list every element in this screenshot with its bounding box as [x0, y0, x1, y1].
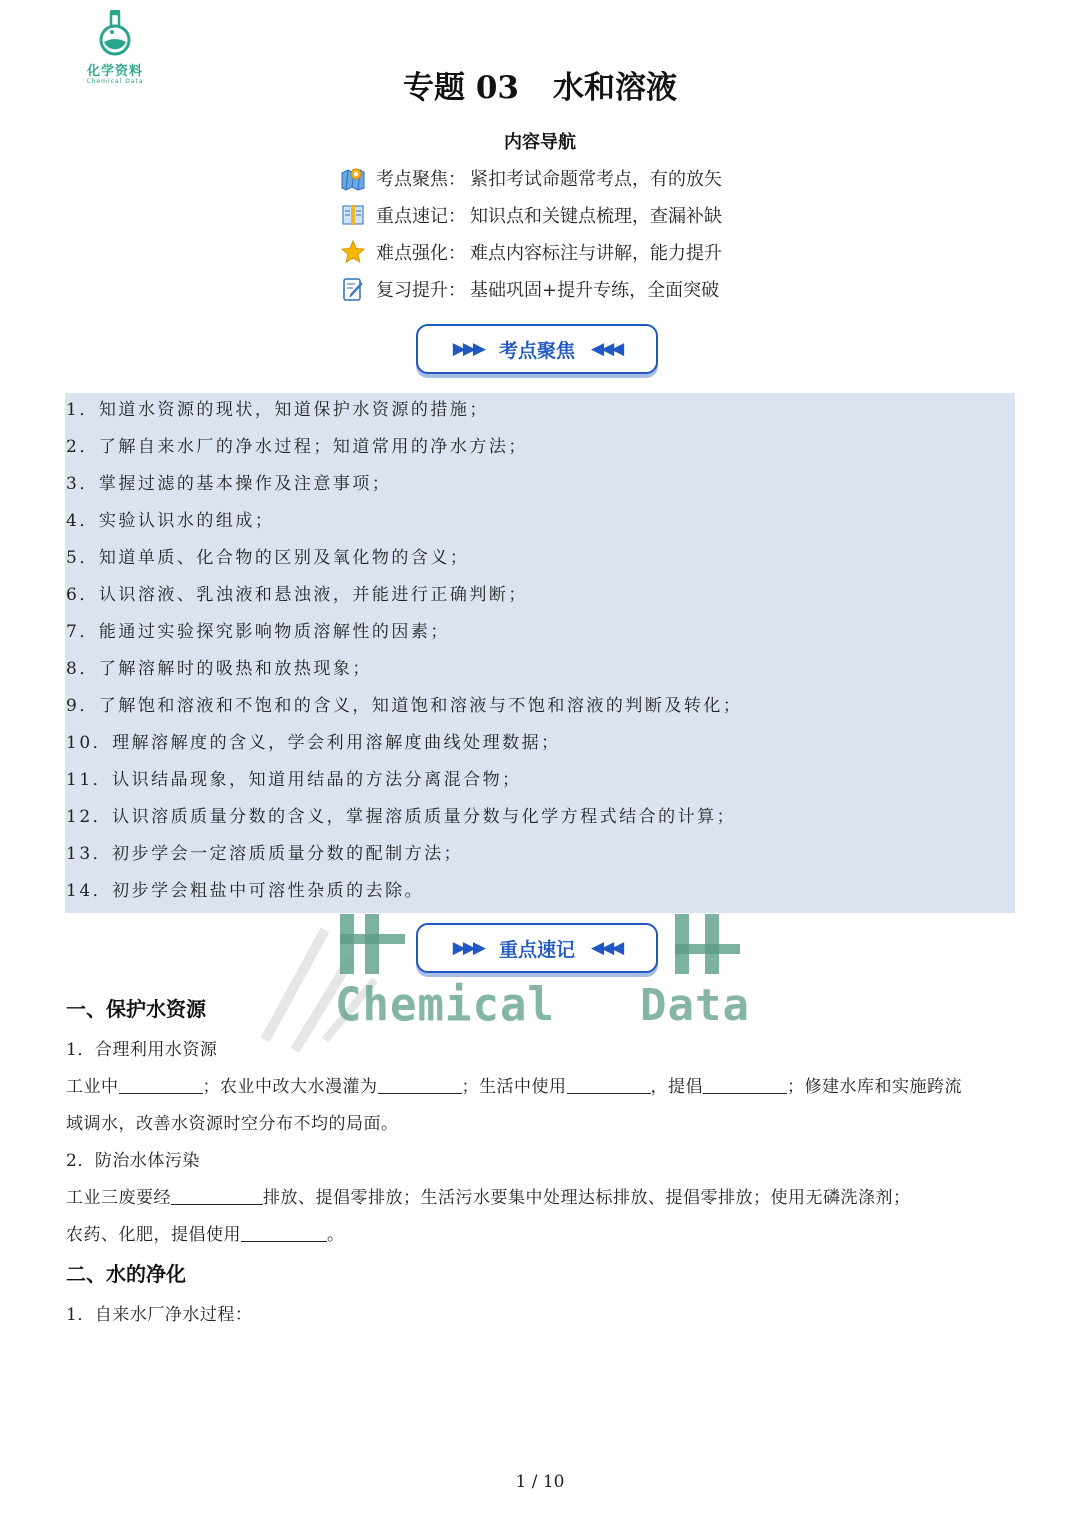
subsection-heading: 1．合理利用水资源: [66, 1040, 218, 1060]
answer-blank[interactable]: [241, 1223, 327, 1242]
logo-text: 化学资料: [86, 64, 143, 79]
objective-item: 7．能通过实验探究影响物质溶解性的因素；: [66, 622, 450, 642]
subsection-heading: 2．防治水体污染: [66, 1151, 200, 1171]
nav-label: 难点强化：: [376, 243, 466, 264]
text-fragment: ，提倡: [650, 1077, 703, 1097]
nav-label: 考点聚焦：: [376, 169, 466, 190]
text-fragment: 排放、提倡零排放；生活污水要集中处理达标排放、提倡零排放；使用无磷洗涤剂；: [263, 1188, 911, 1208]
objective-item: 2．了解自来水厂的净水过程；知道常用的净水方法；: [66, 437, 528, 457]
nav-text: 基础巩固+提升专练，全面突破: [470, 280, 720, 301]
fill-in-paragraph: [66, 1220, 345, 1245]
logo-subtext: Chemical Data: [86, 78, 144, 85]
banner-notes: [416, 923, 658, 973]
title-prefix: 专题 03: [403, 70, 519, 106]
text-fragment: 工业中: [66, 1077, 119, 1097]
objective-item: 12．认识溶质质量分数的含义，掌握溶质质量分数与化学方程式结合的计算；: [66, 807, 737, 827]
objective-item: 14．初步学会粗盐中可溶性杂质的去除。: [66, 881, 425, 901]
fill-in-paragraph: [66, 1072, 962, 1097]
text-fragment: ；生活中使用: [461, 1077, 567, 1097]
nav-heading: 内容导航: [504, 132, 576, 153]
objective-item: 11．认识结晶现象，知道用结晶的方法分离混合物；: [66, 770, 522, 790]
text-fragment: 工业三废要经: [66, 1188, 171, 1208]
answer-blank[interactable]: [703, 1075, 787, 1094]
text-fragment: ；农业中改大水漫灌为: [202, 1077, 378, 1097]
paragraph-line: 域调水，改善水资源时空分布不均的局面。: [66, 1114, 399, 1134]
text-fragment: ；修建水库和实施跨流: [787, 1077, 962, 1097]
objective-item: 9．了解饱和溶液和不饱和的含义，知道饱和溶液与不饱和溶液的判断及转化；: [66, 696, 743, 716]
text-fragment: 农药、化肥，提倡使用: [66, 1225, 241, 1245]
banner-label: 重点速记: [498, 938, 575, 961]
answer-blank[interactable]: [119, 1075, 203, 1094]
nav-label: 重点速记：: [376, 206, 466, 227]
section-heading: 二、水的净化: [66, 1262, 186, 1286]
nav-text: 难点内容标注与讲解，能力提升: [470, 243, 722, 264]
nav-text: 紧扣考试命题常考点，有的放矢: [470, 169, 722, 190]
nav-item-difficult: [340, 238, 722, 266]
fill-in-paragraph: [66, 1183, 911, 1208]
banner-focus: [416, 324, 658, 374]
objective-item: 5．知道单质、化合物的区别及氧化物的含义；: [66, 548, 470, 568]
section-heading: 一、保护水资源: [66, 997, 206, 1021]
page-number: 1 / 10: [515, 1472, 565, 1492]
nav-item-focus: [340, 164, 722, 192]
objective-item: 4．实验认识水的组成；: [66, 511, 275, 531]
book-icon: [340, 202, 366, 228]
nav-item-notes: [340, 201, 722, 229]
objective-item: 3．掌握过滤的基本操作及注意事项；: [66, 474, 392, 494]
answer-blank[interactable]: [567, 1075, 651, 1094]
banner-label: 考点聚焦: [498, 339, 575, 362]
watermark-text-right: Data: [640, 980, 750, 1031]
nav-label: 复习提升：: [376, 280, 466, 301]
page-title: [0, 62, 1080, 107]
nav-text: 知识点和关键点梳理，查漏补缺: [470, 206, 722, 227]
triangle-left-icon: ◀◀◀: [591, 938, 622, 958]
triangle-right-icon: ▶▶▶: [452, 339, 483, 359]
answer-blank[interactable]: [171, 1186, 263, 1205]
edit-icon: [340, 276, 366, 302]
objective-item: 1．知道水资源的现状，知道保护水资源的措施；: [66, 400, 489, 420]
map-icon: [340, 165, 366, 191]
nav-item-review: [340, 275, 719, 303]
objective-item: 8．了解溶解时的吸热和放热现象；: [66, 659, 372, 679]
objective-item: 6．认识溶液、乳浊液和悬浊液，并能进行正确判断；: [66, 585, 528, 605]
flask-icon: [98, 10, 132, 58]
objective-item: 10．理解溶解度的含义，学会利用溶解度曲线处理数据；: [66, 733, 561, 753]
triangle-left-icon: ◀◀◀: [591, 339, 622, 359]
subsection-heading: 1．自来水厂净水过程：: [66, 1305, 253, 1325]
title-main: 水和溶液: [552, 70, 677, 106]
text-fragment: 。: [327, 1225, 345, 1245]
watermark-text-left: Chemical: [335, 978, 555, 1033]
objective-item: 13．初步学会一定溶质质量分数的配制方法；: [66, 844, 464, 864]
answer-blank[interactable]: [378, 1075, 462, 1094]
star-icon: [340, 239, 366, 265]
triangle-right-icon: ▶▶▶: [452, 938, 483, 958]
